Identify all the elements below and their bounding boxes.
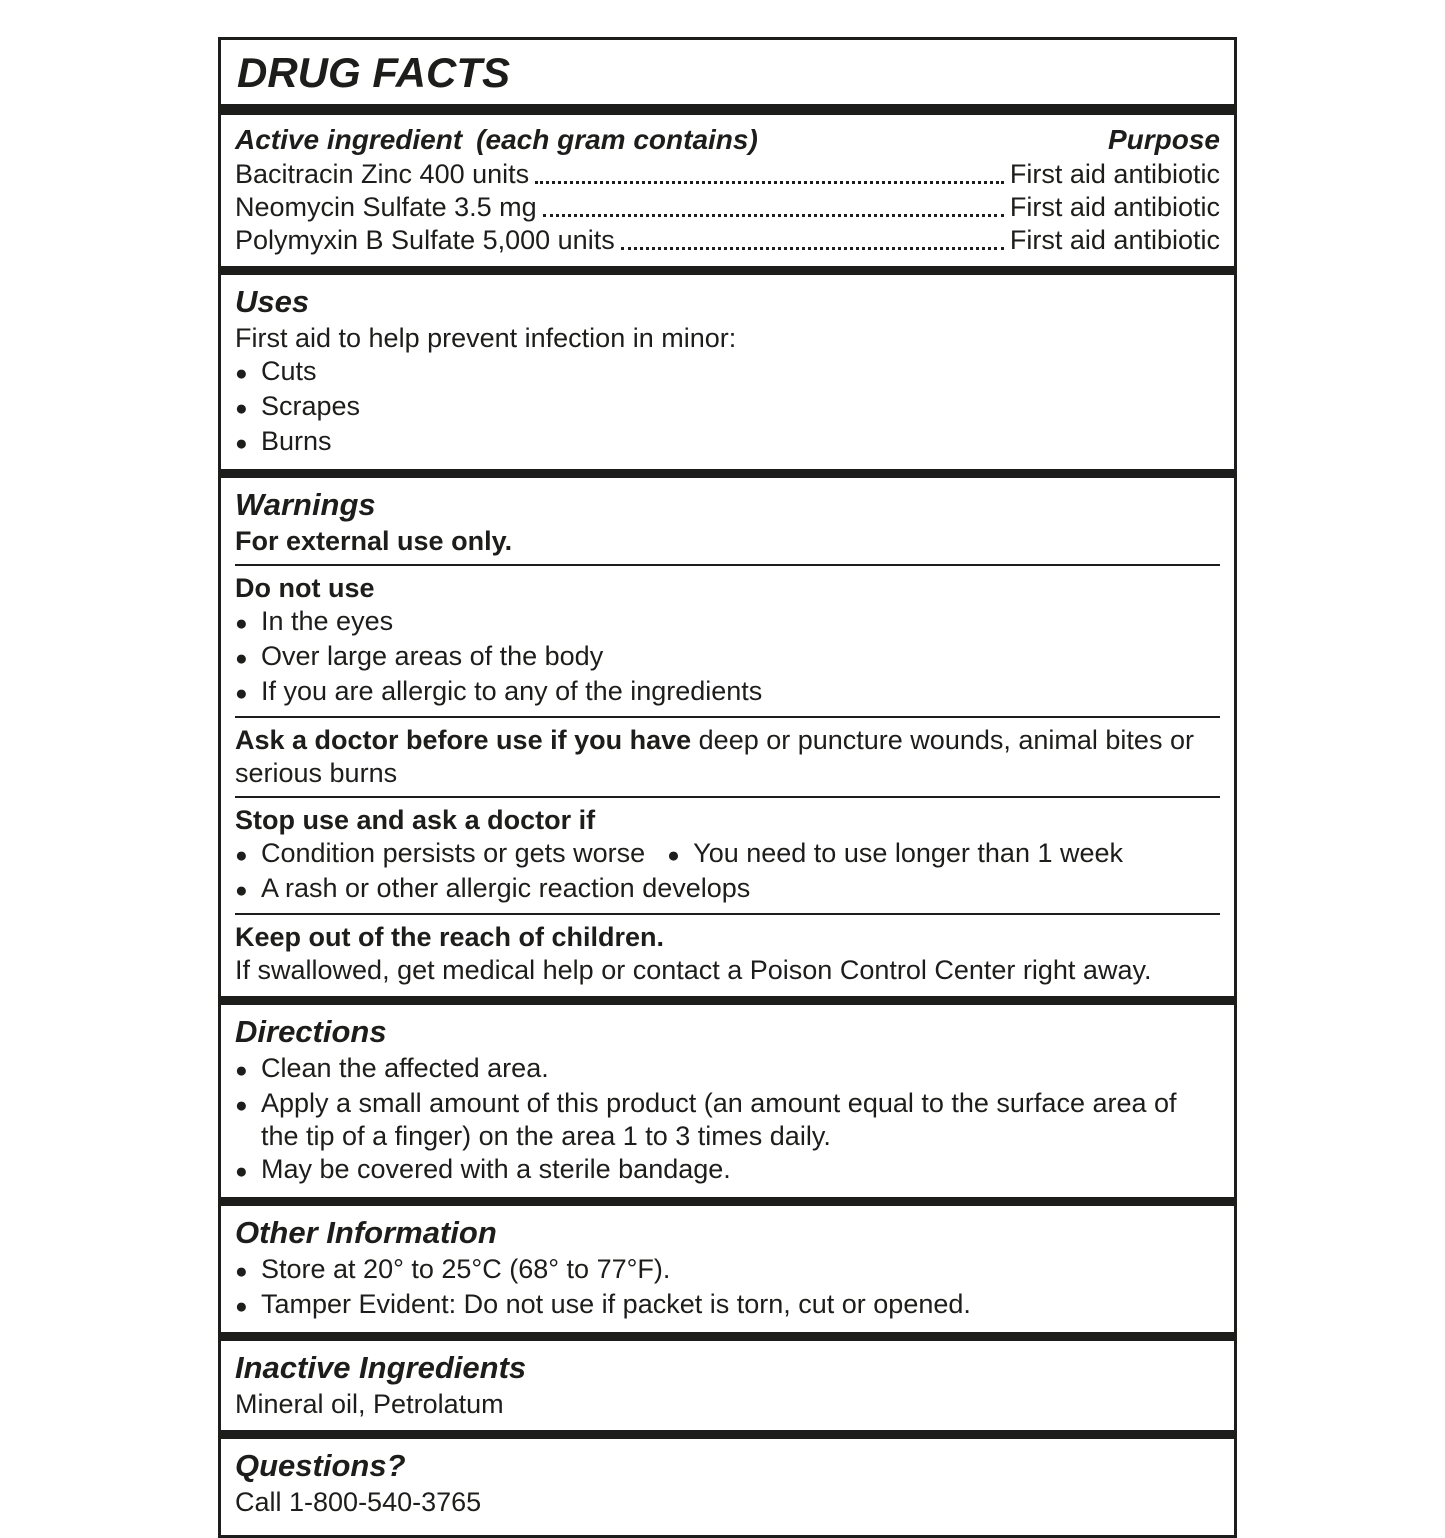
bullet-icon: ● — [235, 647, 248, 670]
title-section — [221, 40, 1234, 106]
bullet-icon: ● — [235, 397, 248, 420]
bullet-icon: ● — [235, 1059, 248, 1082]
ingredient-purpose: First aid antibiotic — [1009, 192, 1220, 222]
ingredient-purpose: First aid antibiotic — [1009, 225, 1220, 255]
bullet-icon: ● — [235, 612, 248, 635]
external-use-text: For external use only. — [235, 526, 513, 556]
list-item-text: In the eyes — [261, 606, 394, 636]
directions-heading: Directions — [235, 1014, 387, 1049]
list-item — [235, 1052, 1220, 1087]
keep-out-text: If swallowed, get medical help or contact a Poison Control Center right away. — [235, 955, 1152, 985]
dot-leader — [543, 214, 1004, 217]
section-divider — [221, 1332, 1234, 1341]
ingredient-name: Bacitracin Zinc 400 units — [235, 159, 530, 189]
inactive-ingredients-section — [221, 1341, 1234, 1430]
list-item-text: Tamper Evident: Do not use if packet is torn, cut or opened. — [261, 1289, 971, 1319]
list-item — [235, 425, 1220, 460]
list-item — [235, 1087, 1220, 1153]
bullet-icon: ● — [235, 1094, 248, 1117]
other-information-heading: Other Information — [235, 1215, 497, 1250]
do-not-use-heading: Do not use — [235, 573, 375, 603]
ingredient-name: Neomycin Sulfate 3.5 mg — [235, 192, 537, 222]
inactive-ingredients-text: Mineral oil, Petrolatum — [235, 1389, 504, 1419]
list-item-text: Burns — [261, 426, 332, 456]
ask-doctor-text — [235, 724, 1220, 790]
uses-heading: Uses — [235, 284, 310, 319]
ingredient-name: Polymyxin B Sulfate 5,000 units — [235, 225, 615, 255]
list-item — [235, 1153, 1220, 1188]
page-title: DRUG FACTS — [237, 49, 510, 96]
list-item — [235, 872, 1220, 907]
bullet-icon: ● — [235, 362, 248, 385]
list-item-text: Over large areas of the body — [261, 641, 604, 671]
bullet-icon: ● — [667, 844, 680, 867]
questions-phone: Call 1-800-540-3765 — [235, 1487, 482, 1517]
list-item-text: Store at 20° to 25°C (68° to 77°F). — [261, 1254, 671, 1284]
list-item — [235, 605, 1220, 640]
list-item — [235, 390, 1220, 425]
subsection-rule — [235, 716, 1220, 718]
subsection-rule — [235, 913, 1220, 915]
list-item-text: Apply a small amount of this product (an amount equal to the surface area of the tip of a finger) on the area 1 to 3 times daily. — [261, 1088, 1177, 1151]
list-item-text: Condition persists or gets worse — [261, 838, 646, 868]
inactive-ingredients-heading: Inactive Ingredients — [235, 1350, 527, 1385]
bullet-icon: ● — [235, 1260, 248, 1283]
uses-section — [221, 275, 1234, 469]
purpose-heading: Purpose — [1107, 124, 1220, 155]
uses-intro: First aid to help prevent infection in minor: — [235, 323, 737, 353]
bullet-icon: ● — [235, 879, 248, 902]
questions-heading: Questions? — [235, 1448, 406, 1483]
bullet-icon: ● — [235, 1160, 248, 1183]
ingredient-row — [235, 224, 1220, 257]
ingredient-purpose: First aid antibiotic — [1009, 159, 1220, 189]
subsection-rule — [235, 796, 1220, 798]
list-item — [235, 837, 1220, 872]
bullet-icon: ● — [235, 1295, 248, 1318]
active-ingredient-heading: Active ingredient — [235, 124, 463, 155]
bullet-icon: ● — [235, 432, 248, 455]
stop-use-heading: Stop use and ask a doctor if — [235, 805, 596, 835]
ask-doctor-body: deep or puncture wounds, animal bites or serious burns — [235, 725, 1194, 788]
list-item-text: You need to use longer than 1 week — [693, 838, 1124, 868]
section-divider — [221, 106, 1234, 115]
warnings-heading: Warnings — [235, 487, 376, 522]
list-item-text: If you are allergic to any of the ingredients — [261, 676, 763, 706]
other-information-section — [221, 1206, 1234, 1332]
list-item — [235, 1288, 1220, 1323]
dot-leader — [535, 181, 1004, 184]
section-divider — [221, 266, 1234, 275]
section-divider — [221, 996, 1234, 1005]
active-ingredient-note: (each gram contains) — [476, 124, 758, 155]
active-ingredients-section — [221, 115, 1234, 266]
warnings-section — [221, 478, 1234, 996]
list-item-text: Cuts — [261, 356, 317, 386]
list-item — [235, 355, 1220, 390]
section-divider — [221, 1430, 1234, 1439]
list-item-text: Scrapes — [261, 391, 361, 421]
list-item-text: A rash or other allergic reaction develops — [261, 873, 751, 903]
directions-section — [221, 1005, 1234, 1197]
bullet-icon: ● — [235, 844, 248, 867]
bullet-icon: ● — [235, 682, 248, 705]
section-divider — [221, 469, 1234, 478]
questions-section — [221, 1439, 1234, 1535]
dot-leader — [621, 247, 1004, 250]
list-item — [235, 640, 1220, 675]
list-item-text: Clean the affected area. — [261, 1053, 549, 1083]
section-divider — [221, 1197, 1234, 1206]
list-item — [235, 1253, 1220, 1288]
ingredient-row — [235, 158, 1220, 191]
keep-out-heading: Keep out of the reach of children. — [235, 922, 665, 952]
subsection-rule — [235, 564, 1220, 566]
list-item — [235, 675, 1220, 710]
active-ingredients-header — [235, 122, 1220, 158]
drug-facts-label — [218, 37, 1237, 1538]
list-item-text: May be covered with a sterile bandage. — [261, 1154, 731, 1184]
ingredient-row — [235, 191, 1220, 224]
ask-doctor-heading: Ask a doctor before use if you have — [235, 725, 692, 755]
